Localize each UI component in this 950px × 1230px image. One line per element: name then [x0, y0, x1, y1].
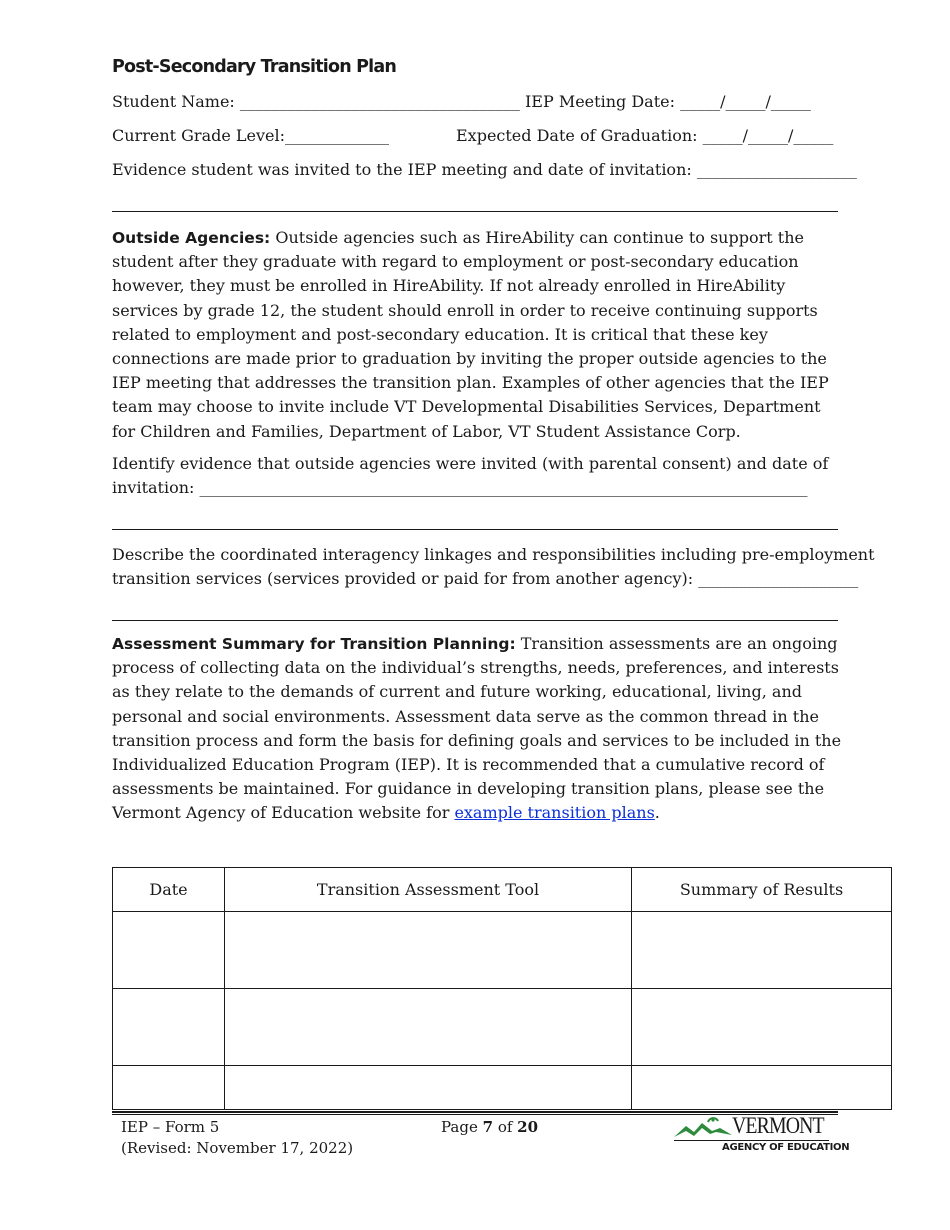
date-cell[interactable] [113, 912, 225, 989]
invitation-evidence-field[interactable]: Evidence student was invited to the IEP meeting and date of invitation: ____________________ [112, 160, 857, 179]
results-cell[interactable] [632, 912, 892, 989]
page-of: of [493, 1118, 518, 1136]
student-name-field[interactable]: Student Name: ___________________________________ IEP Meeting Date: _____/_____/_____ [112, 92, 811, 111]
tool-cell[interactable] [225, 912, 632, 989]
describe-linkages-field[interactable]: transition services (services provided or paid for from another agency): ____________________ [112, 569, 859, 588]
tool-cell[interactable] [225, 989, 632, 1066]
grade-level-field[interactable]: Current Grade Level:_____________ [112, 126, 390, 145]
period: . [654, 803, 660, 823]
blank-line[interactable] [112, 529, 838, 530]
results-cell[interactable] [632, 1066, 892, 1110]
current-page: 7 [482, 1118, 494, 1136]
transition-assessment-table [112, 867, 892, 1110]
assessment-summary-heading: Assessment Summary for Transition Planning: [112, 635, 516, 653]
column-header-date: Date [113, 868, 225, 912]
total-pages: 20 [517, 1118, 539, 1136]
assessment-summary-text: Transition assessments are an ongoing process of collecting data on the individual’s strengths, needs, preferences, and interests as they relate to the demands of current and future working, educational, living, and personal and social environments. Assessment data serve as the common thread in the transition process and form the basis for defining goals and services to be included in the Individualized Education Program (IEP). It is recommended that a cumulative record of assessments be maintained. For guidance in developing transition plans, please see the Vermont Agency of Education website for [112, 634, 842, 823]
date-cell[interactable] [113, 989, 225, 1066]
outside-agencies-text: Outside agencies such as HireAbility can continue to support the student after they graduate with regard to employment or post-secondary education however, they must be enrolled in HireAbility. If not already enrolled in HireAbility services by grade 12, the student should enroll in order to receive continuing supports related to employment and post-secondary education. It is critical that these key connections are made prior to graduation by inviting the proper outside agencies to the IEP meeting that addresses the transition plan. Examples of other agencies that the IEP team may choose to invite include VT Developmental Disabilities Services, Department for Children and Families, Department of Labor, VT Student Assistance Corp. [112, 228, 829, 441]
page-prefix: Page [441, 1118, 483, 1136]
tool-cell[interactable] [225, 1066, 632, 1110]
results-cell[interactable] [632, 989, 892, 1066]
logo-underline [674, 1140, 829, 1141]
date-cell[interactable] [113, 1066, 225, 1110]
outside-agencies-heading: Outside Agencies: [112, 229, 271, 247]
table-row [113, 989, 892, 1066]
footer-form-name: IEP – Form 5 [121, 1118, 220, 1136]
column-header-results: Summary of Results [632, 868, 892, 912]
logo-vermont-wordmark: VERMONT [732, 1113, 824, 1138]
blank-line[interactable] [112, 211, 838, 212]
logo-agency-subtitle: AGENCY OF EDUCATION [722, 1142, 850, 1153]
table-row [113, 1066, 892, 1110]
describe-linkages-line1: Describe the coordinated interagency linkages and responsibilities including pre-employment [112, 545, 875, 564]
table-row [113, 912, 892, 989]
footer-page-number [441, 1118, 538, 1136]
blank-line[interactable] [112, 620, 838, 621]
example-transition-plans-link[interactable]: example transition plans [454, 803, 655, 823]
outside-agencies-section [112, 226, 842, 444]
table-header-row [113, 868, 892, 912]
page-title: Post-Secondary Transition Plan [112, 57, 397, 77]
identify-evidence-line1: Identify evidence that outside agencies were invited (with parental consent) and date of [112, 454, 829, 473]
column-header-tool: Transition Assessment Tool [225, 868, 632, 912]
footer-revised-date: (Revised: November 17, 2022) [121, 1139, 354, 1157]
graduation-date-field[interactable]: Expected Date of Graduation: _____/_____/_____ [456, 126, 834, 145]
vermont-mountain-logo-icon [672, 1113, 734, 1141]
identify-evidence-field[interactable]: invitation: ____________________________________________________________________________ [112, 478, 808, 497]
assessment-summary-section [112, 632, 842, 826]
